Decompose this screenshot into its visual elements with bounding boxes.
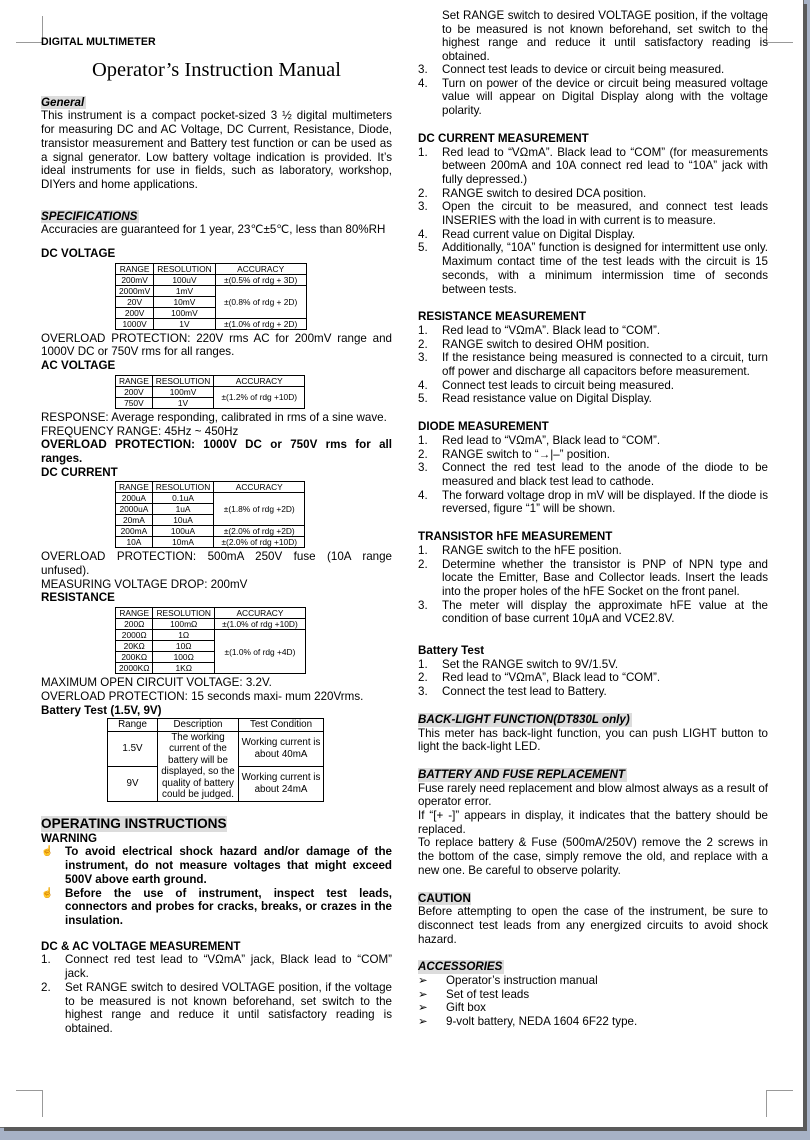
list-number: 4.: [418, 378, 428, 392]
hand-pointer-icon: ☝: [41, 846, 54, 858]
section-heading-general: General: [41, 95, 85, 109]
table-cell: 100mV: [154, 307, 215, 318]
table-cell: 1000V: [116, 318, 154, 329]
table-cell: ±(2.0% of rdg +10D): [214, 537, 305, 548]
battery-test-table: [107, 718, 324, 802]
battery-fuse-p2: If “[+ -]” appears in display, it indicates that the battery should be replaced.: [418, 809, 768, 836]
table-cell: 0.1uA: [152, 493, 213, 504]
list-item: [418, 558, 768, 599]
step-text: The forward voltage drop in mV will be displayed. If the diode is reversed, figure “1” will be shown.: [442, 488, 768, 516]
step-text: Red lead to “VΩmA”. Black lead to “COM”.: [442, 323, 661, 337]
list-number: 2.: [418, 557, 428, 571]
warning-text: Before the use of instrument, inspect test leads, connectors and probes for cracks, breaks, or crazes in the insulation.: [65, 886, 392, 927]
list-item: [418, 658, 768, 672]
list-item: [41, 887, 392, 928]
step-text: RANGE switch to “→|–” position.: [442, 447, 610, 461]
table-cell: Working current is about 24mA: [239, 766, 324, 801]
table-cell: Working current is about 40mA: [239, 731, 324, 766]
arrow-bullet-icon: ➢: [418, 1001, 428, 1015]
warning-text: To avoid electrical shock hazard and/or damage of the instrument, do not measure voltages that might exceed 500V above earth ground.: [65, 845, 392, 886]
ac-voltage-table: [115, 375, 305, 409]
list-item: [41, 980, 392, 1035]
table-cell: 200V: [116, 307, 154, 318]
table-cell: ±(0.5% of rdg + 3D): [215, 274, 306, 285]
step-text: Connect test leads to device or circuit being measured.: [442, 63, 725, 76]
table-header: Description: [158, 719, 239, 732]
accessory-text: Set of test leads: [446, 987, 530, 1001]
table-cell: 200mV: [116, 274, 154, 285]
section-heading-specifications: SPECIFICATIONS: [41, 209, 138, 223]
table-cell: 200V: [116, 386, 153, 397]
list-item: [418, 146, 768, 187]
table-header: Range: [108, 719, 158, 732]
table-cell: 1V: [152, 397, 213, 408]
section-heading-dc-voltage: DC VOLTAGE: [41, 247, 116, 261]
resistance-open-circuit: MAXIMUM OPEN CIRCUIT VOLTAGE: 3.2V.: [41, 676, 272, 690]
hand-pointer-icon: ☝: [41, 887, 54, 899]
list-item: [418, 974, 768, 988]
right-column: [418, 9, 768, 1029]
table-cell: 1V: [154, 318, 215, 329]
crop-mark: [766, 16, 793, 43]
list-item: [418, 63, 768, 77]
table-header: RESOLUTION: [152, 375, 213, 386]
general-text: This instrument is a compact pocket-sized 3 ½ digital multimeters for measuring DC and AC Voltage, DC Current, Resistance, Diode, transistor measurement and Battery test function or can be used as a signal generator. Low battery voltage indication is provided. It’s ideal instruments for use in fields, such as laboratory, workshop, DIYers and home applications.: [41, 109, 392, 191]
list-number: 1.: [418, 145, 428, 159]
list-number: 4.: [418, 227, 428, 241]
table-cell: 1.5V: [108, 731, 158, 766]
list-number: 2.: [418, 337, 428, 351]
list-item: [418, 544, 768, 558]
list-number: 1.: [418, 323, 428, 337]
table-header: Test Condition: [239, 719, 324, 732]
table-cell: 10mA: [152, 537, 213, 548]
list-item: [418, 448, 768, 462]
list-number: 2.: [418, 186, 428, 200]
crop-mark: [16, 1090, 43, 1117]
backlight-text: This meter has back-light function, you can push LIGHT button to light the back-light LED.: [418, 726, 768, 754]
crop-mark: [766, 1090, 793, 1117]
table-cell: 100mΩ: [153, 619, 214, 630]
dc-current-overload: OVERLOAD PROTECTION: 500mA 250V fuse (10A range unfused).: [41, 550, 392, 578]
table-header: RESOLUTION: [154, 263, 215, 274]
table-header: ACCURACY: [214, 482, 305, 493]
section-heading-battery-test-spec: Battery Test (1.5V, 9V): [41, 703, 162, 717]
section-heading-accessories: ACCESSORIES: [418, 960, 503, 974]
list-item: [418, 338, 768, 352]
table-cell: 10Ω: [153, 641, 214, 652]
section-heading-battery-fuse: BATTERY AND FUSE REPLACEMENT: [418, 767, 625, 781]
document-title: Operator’s Instruction Manual: [92, 58, 341, 81]
step-text: Open the circuit to be measured, and connect test leads INSERIES with the load in with current is to measure.: [442, 200, 768, 228]
table-cell: 2000KΩ: [116, 663, 153, 674]
section-heading-dc-current-measure: DC CURRENT MEASUREMENT: [418, 131, 589, 145]
table-cell: 750V: [116, 397, 153, 408]
table-cell: 200mA: [116, 526, 153, 537]
section-heading-dc-current: DC CURRENT: [41, 465, 118, 479]
accessory-text: Operator’s instruction manual: [446, 974, 598, 988]
step-text: Red lead to “VΩmA”, Black lead to “COM”.: [442, 433, 661, 447]
table-header: ACCURACY: [214, 375, 305, 386]
list-number: 1.: [41, 953, 51, 967]
step-text: Additionally, “10A” function is designed for intermittent use only. Maximum contact time of the test leads with the circuit is 15 seconds, with a minimum intermission time of seconds between tests.: [442, 241, 768, 296]
section-heading-battery-test: Battery Test: [418, 644, 485, 658]
table-cell: ±(2.0% of rdg +2D): [214, 526, 305, 537]
step-text: Red lead to “VΩmA”, Black lead to “COM”.: [442, 671, 661, 685]
table-header: RANGE: [116, 375, 153, 386]
table-cell: 20KΩ: [116, 641, 153, 652]
list-number: 1.: [418, 543, 428, 557]
table-cell: 20mA: [116, 515, 153, 526]
list-number: 3.: [418, 598, 428, 612]
arrow-bullet-icon: ➢: [418, 987, 428, 1001]
list-item: [418, 200, 768, 227]
list-item: [418, 77, 768, 118]
table-cell: 100mV: [152, 386, 213, 397]
step-text: Red lead to “VΩmA”. Black lead to “COM” (for measurements between 200mA and 10A connect red lead to “10A” jack with fully depressed.): [442, 145, 768, 186]
table-header: RANGE: [116, 263, 154, 274]
list-number: 5.: [418, 241, 428, 255]
table-cell: 1Ω: [153, 630, 214, 641]
list-item: [418, 324, 768, 338]
page-shadow: [4, 1127, 807, 1131]
resistance-overload: OVERLOAD PROTECTION: 15 seconds maxi- mum 220Vrms.: [41, 689, 364, 703]
table-header: RANGE: [116, 482, 153, 493]
table-cell: ±(1.0% of rdg +4D): [214, 630, 305, 674]
step-text: Connect test leads to circuit being measured.: [442, 378, 674, 392]
table-cell: 9V: [108, 766, 158, 801]
battery-fuse-p3: To replace battery & Fuse (500mA/250V) remove the 2 screws in the bottom of the case, simply remove the old, and replace with a new one. Be careful to observe polarity.: [418, 836, 768, 877]
table-cell: 20V: [116, 296, 154, 307]
table-cell: 100Ω: [153, 652, 214, 663]
section-heading-backlight: BACK-LIGHT FUNCTION(DT830L only): [418, 712, 630, 726]
table-cell: 1uA: [152, 504, 213, 515]
crop-mark: [16, 16, 43, 43]
table-cell: 2000uA: [116, 504, 153, 515]
table-cell: 200Ω: [116, 619, 153, 630]
table-cell: 200uA: [116, 493, 153, 504]
step-text: Read resistance value on Digital Display.: [442, 392, 652, 406]
list-item: [418, 1015, 768, 1029]
table-cell: ±(1.8% of rdg +2D): [214, 493, 305, 526]
list-number: 4.: [418, 488, 428, 502]
list-number: 2.: [41, 980, 51, 994]
resistance-table: [115, 607, 306, 674]
list-item: [418, 187, 768, 201]
page-shadow: [803, 4, 807, 1131]
table-cell: 2000Ω: [116, 630, 153, 641]
step-text: Connect red test lead to “VΩmA” jack, Black lead to “COM” jack.: [65, 953, 392, 981]
table-cell: 200KΩ: [116, 652, 153, 663]
list-number: 5.: [418, 392, 428, 406]
step-text: Determine whether the transistor is PNP of NPN type and locate the Emitter, Base and Collector leads. Insert the leads into the proper holes of the hFE Socket on the front panel.: [442, 557, 768, 598]
arrow-bullet-icon: ➢: [418, 1015, 428, 1029]
list-item: [418, 379, 768, 393]
table-header: RESOLUTION: [152, 482, 213, 493]
ac-voltage-response: RESPONSE: Average responding, calibrated in rms of a sine wave.: [41, 410, 387, 424]
step-text: Set RANGE switch to desired VOLTAGE position, if the voltage to be measured is not known beforehand, set switch to the highest range and reduce it until satisfactory reading is obtained.: [65, 980, 392, 1035]
section-heading-operating: OPERATING INSTRUCTIONS: [41, 815, 227, 831]
table-cell: 10uA: [152, 515, 213, 526]
list-item: [418, 599, 768, 626]
list-number: 3.: [418, 461, 428, 475]
step-text: RANGE switch to the hFE position.: [442, 543, 622, 557]
table-header: RESOLUTION: [153, 608, 214, 619]
list-item: [418, 685, 768, 699]
table-cell: 10A: [116, 537, 153, 548]
list-number: 2.: [418, 671, 428, 685]
table-cell: 100uV: [154, 274, 215, 285]
section-heading-ac-voltage: AC VOLTAGE: [41, 359, 116, 373]
list-number: 4.: [418, 76, 428, 90]
step-text: Connect the test lead to Battery.: [442, 685, 607, 699]
table-cell: ±(1.0% of rdg +10D): [214, 619, 305, 630]
dc-current-drop: MEASURING VOLTAGE DROP: 200mV: [41, 577, 248, 591]
caution-text: Before attempting to open the case of the instrument, be sure to disconnect test leads from any energized circuits to avoid shock hazard.: [418, 905, 768, 946]
accessory-text: 9-volt battery, NEDA 1604 6F22 type.: [446, 1015, 638, 1029]
table-header: RANGE: [116, 608, 153, 619]
battery-fuse-p1: Fuse rarely need replacement and blow almost always as a result of operator error.: [418, 781, 768, 809]
step-text: Turn on power of the device or circuit being measured voltage value will appear on Digital Display along with the voltage polarity.: [442, 76, 768, 118]
table-cell: ±(1.0% of rdg + 2D): [215, 318, 306, 329]
header-label: DIGITAL MULTIMETER: [41, 36, 156, 48]
list-item: [41, 845, 392, 886]
step-text: RANGE switch to desired OHM position.: [442, 337, 650, 351]
dc-voltage-overload: OVERLOAD PROTECTION: 220V rms AC for 200mV range and 1000V DC or 750V rms for all ranges.: [41, 331, 392, 359]
table-cell: ±(0.8% of rdg + 2D): [215, 285, 306, 318]
section-heading-resistance-measure: RESISTANCE MEASUREMENT: [418, 310, 586, 324]
table-cell: 1mV: [154, 285, 215, 296]
list-item: [418, 241, 768, 296]
ac-voltage-overload: OVERLOAD PROTECTION: 1000V DC or 750V rms for all ranges.: [41, 438, 392, 465]
list-number: 1.: [418, 657, 428, 671]
ac-voltage-frequency: FREQUENCY RANGE: 45Hz ~ 450Hz: [41, 424, 239, 438]
table-cell: 100uA: [152, 526, 213, 537]
list-item: [418, 392, 768, 406]
step-text: If the resistance being measured is connected to a circuit, turn off power and discharge all capacitors before measurement.: [442, 351, 768, 379]
list-number: 3.: [418, 685, 428, 699]
list-item: [418, 461, 768, 488]
dc-current-table: [115, 481, 305, 548]
list-item: [418, 489, 768, 516]
list-item: [418, 671, 768, 685]
list-number: 3.: [418, 351, 428, 365]
table-cell: 1KΩ: [153, 663, 214, 674]
list-item: [418, 988, 768, 1002]
list-number: 3.: [418, 200, 428, 214]
list-item: [418, 1001, 768, 1015]
list-number: 2.: [418, 447, 428, 461]
step-text: Set the RANGE switch to 9V/1.5V.: [442, 657, 619, 671]
step-text-continued: Set RANGE switch to desired VOLTAGE position, if the voltage to be measured is not known beforehand, set switch to the highest range and reduce it until satisfactory reading is obtained.: [442, 9, 768, 64]
step-text: The meter will display the approximate hFE value at the condition of base current 10μA and VCE2.8V.: [442, 598, 768, 626]
table-cell: ±(1.2% of rdg +10D): [214, 386, 305, 408]
specifications-text: Accuracies are guaranteed for 1 year, 23℃±5℃, less than 80%RH: [41, 223, 386, 237]
step-text: Connect the red test lead to the anode of the diode to be measured and black test lead to cathode.: [442, 461, 768, 488]
list-item-continued: [418, 9, 768, 64]
dc-voltage-table: [115, 263, 307, 330]
list-number: 3.: [418, 63, 428, 76]
list-item: [41, 953, 392, 980]
arrow-bullet-icon: ➢: [418, 974, 428, 988]
table-header: ACCURACY: [215, 263, 306, 274]
section-heading-transistor-measure: TRANSISTOR hFE MEASUREMENT: [418, 530, 613, 544]
list-number: 1.: [418, 433, 428, 447]
section-heading-dcac-measure: DC & AC VOLTAGE MEASUREMENT: [41, 939, 241, 953]
list-item: [418, 228, 768, 242]
table-cell: 2000mV: [116, 285, 154, 296]
table-cell: 10mV: [154, 296, 215, 307]
accessory-text: Gift box: [446, 1001, 486, 1015]
left-column: [41, 36, 392, 1035]
step-text: Read current value on Digital Display.: [442, 227, 636, 241]
section-heading-resistance: RESISTANCE: [41, 591, 115, 605]
warning-label: WARNING: [41, 831, 98, 845]
section-heading-diode-measure: DIODE MEASUREMENT: [418, 420, 549, 434]
table-header: ACCURACY: [214, 608, 305, 619]
list-item: [418, 434, 768, 448]
section-heading-caution: CAUTION: [418, 891, 471, 905]
list-item: [418, 351, 768, 378]
table-cell: The working current of the battery will be displayed, so the quality of battery could be judged.: [158, 731, 239, 801]
step-text: RANGE switch to desired DCA position.: [442, 186, 647, 200]
